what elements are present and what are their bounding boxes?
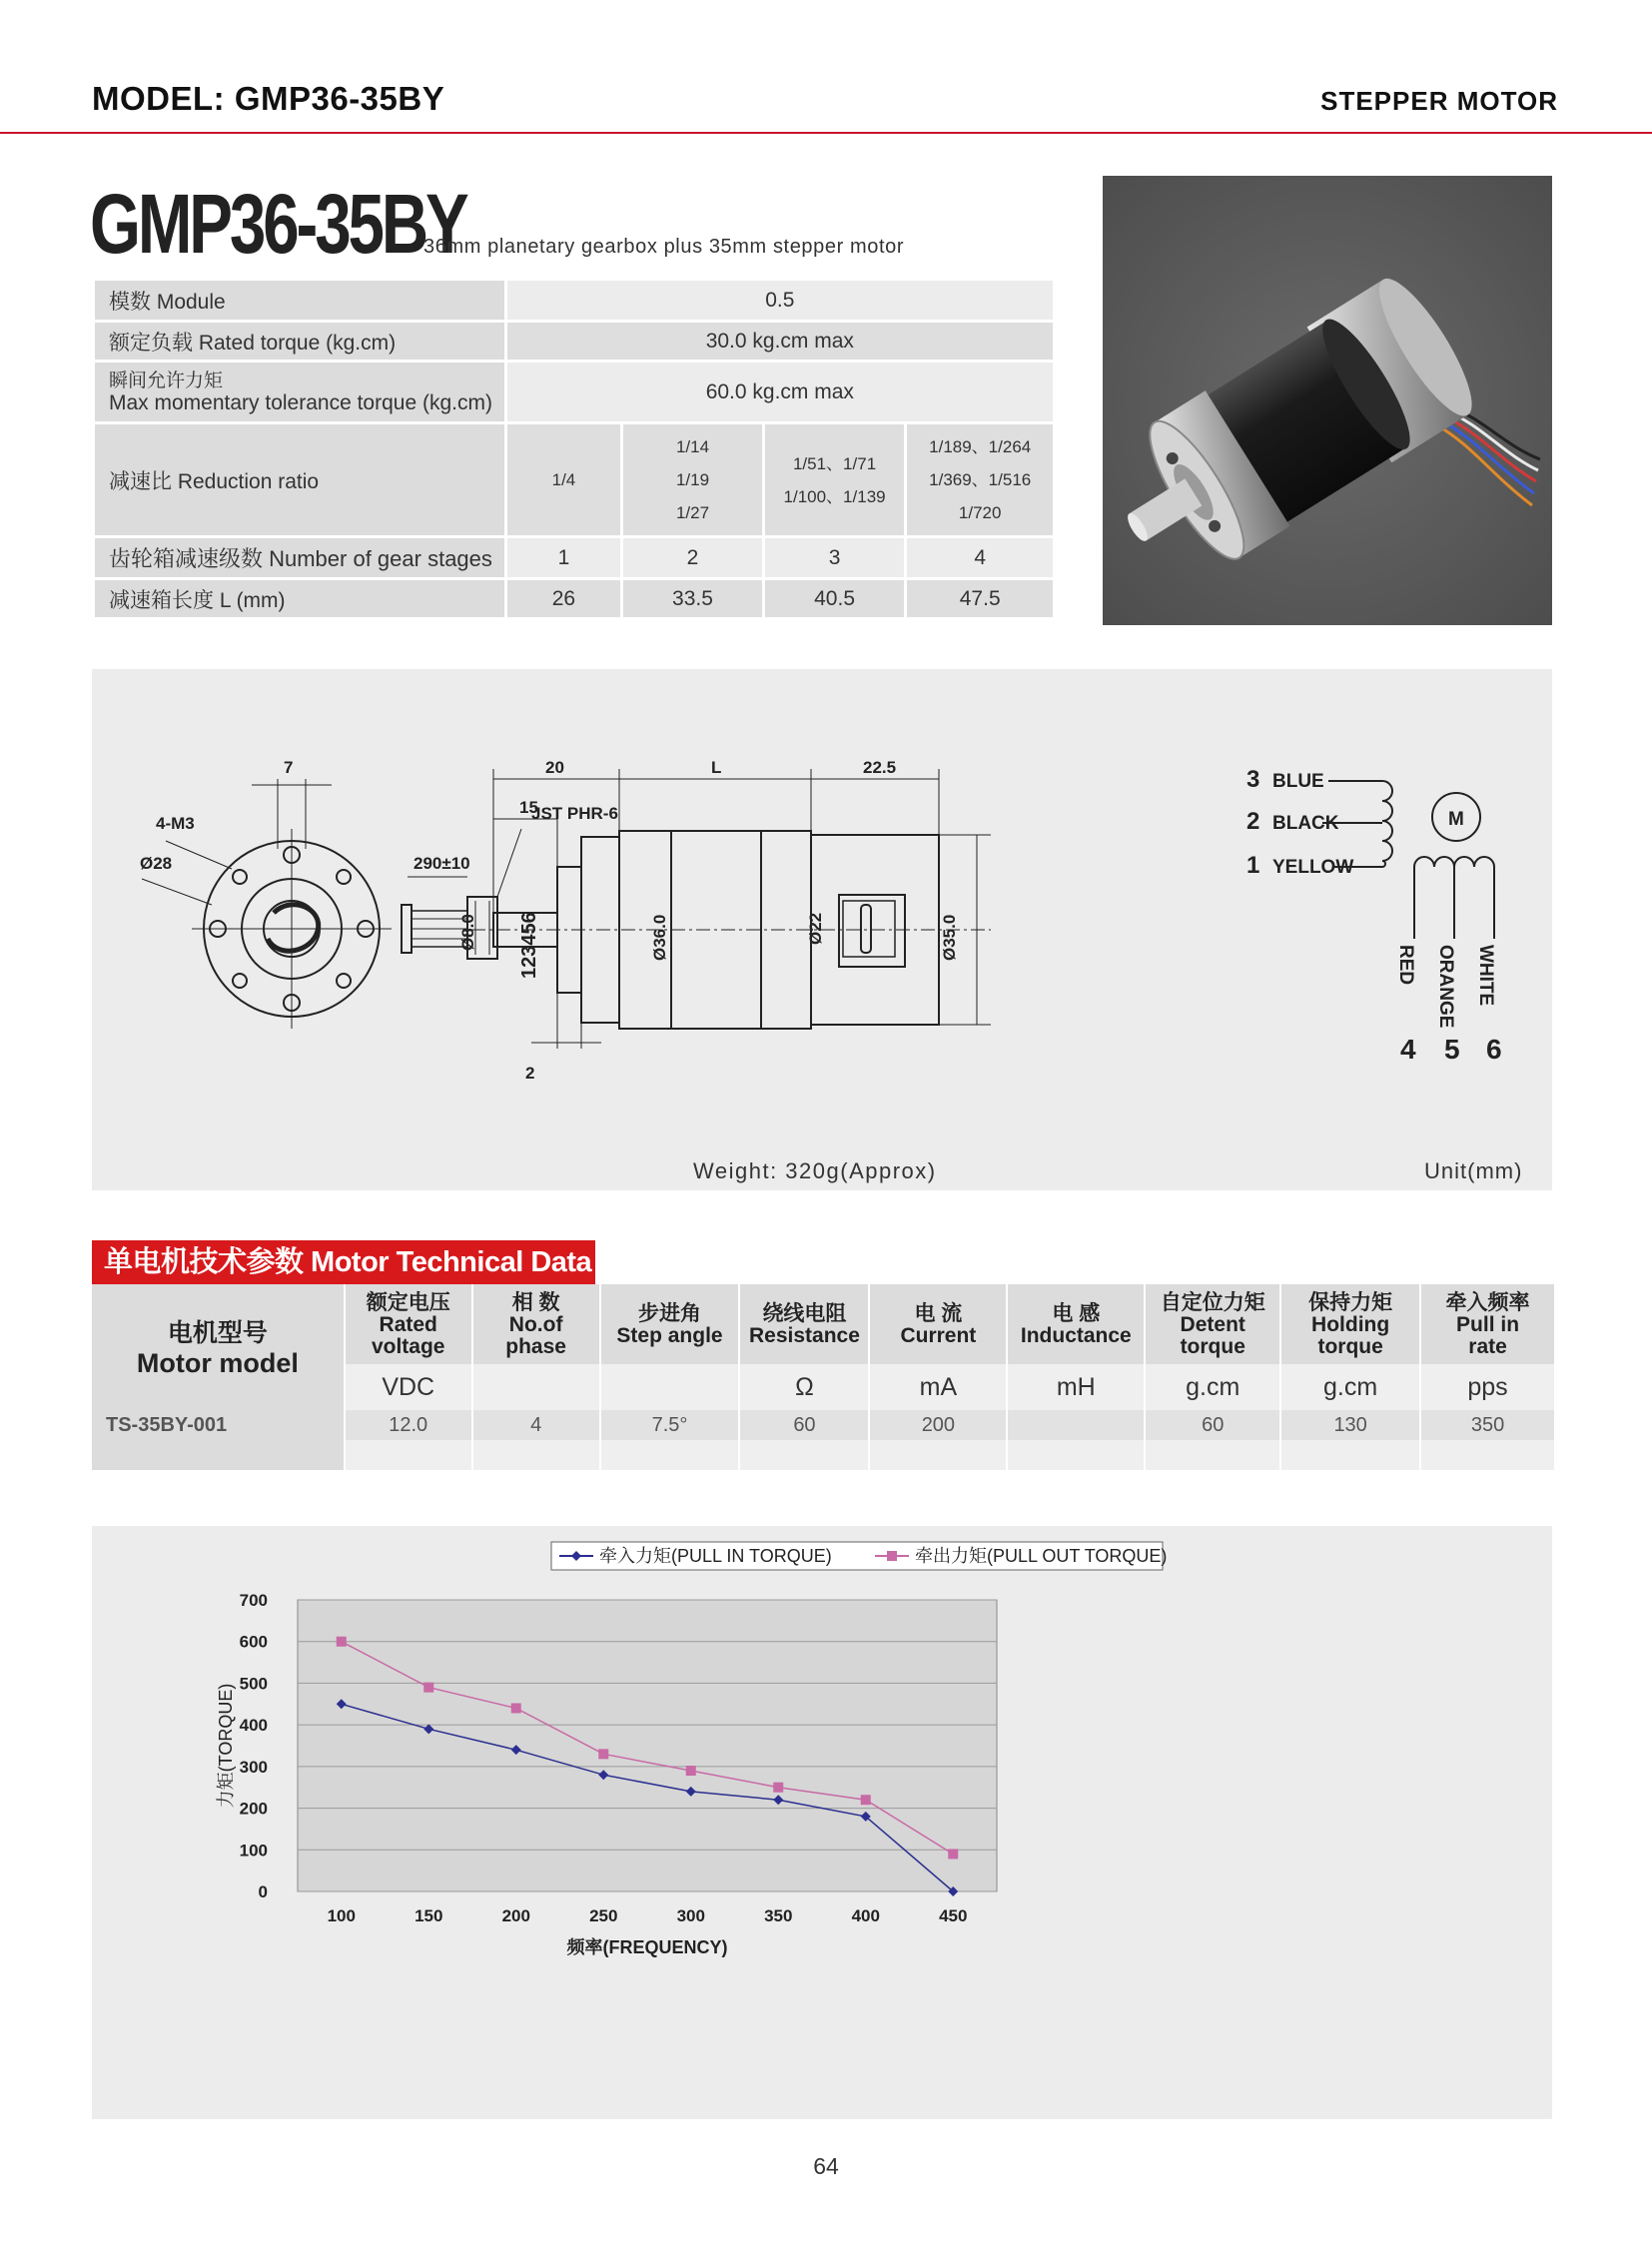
header-line: 相 数 xyxy=(511,1291,560,1314)
header-line: Detent xyxy=(1180,1313,1245,1336)
header-rated-voltage xyxy=(345,1284,472,1364)
product-title: GMP36-35BY xyxy=(90,177,466,271)
data-cell: 7.5° xyxy=(600,1410,740,1440)
module-label: 模数 Module xyxy=(94,280,506,322)
ratio-value: 1/14 xyxy=(675,437,710,456)
x-tick-label: 150 xyxy=(414,1906,443,1925)
header-holding-torque xyxy=(1280,1284,1420,1364)
table-row xyxy=(92,1410,1554,1440)
header-line: Inductance xyxy=(1020,1324,1132,1347)
dim-7-label: 7 xyxy=(284,758,294,777)
ratio-value: 1/19 xyxy=(675,470,710,489)
header-pull-in-rate xyxy=(1420,1284,1554,1364)
header-line: Rated xyxy=(379,1313,437,1336)
header-line: torque xyxy=(1317,1335,1383,1358)
legend-marker xyxy=(887,1551,897,1561)
wire-num-2: 2 xyxy=(1246,808,1260,835)
header-line: 步进角 xyxy=(638,1302,702,1325)
ratio-value: 1/51、1/71 xyxy=(792,453,877,473)
unit-cell: pps xyxy=(1420,1364,1554,1410)
header-model: MODEL: GMP36-35BY xyxy=(92,80,445,117)
y-tick-label: 600 xyxy=(239,1632,268,1652)
module-value: 0.5 xyxy=(505,280,1054,322)
y-tick-label: 400 xyxy=(239,1716,268,1736)
x-tick-label: 200 xyxy=(501,1906,530,1925)
length-value: 26 xyxy=(505,579,622,619)
table-row-empty xyxy=(92,1440,1554,1470)
data-cell: 130 xyxy=(1280,1410,1420,1440)
data-point xyxy=(773,1783,783,1793)
header-line: Pull in xyxy=(1456,1313,1520,1336)
dia28-label: Ø28 xyxy=(140,854,173,873)
unit-cell xyxy=(600,1364,740,1410)
plot-area xyxy=(298,1600,997,1891)
header-line: 自定位力矩 xyxy=(1160,1291,1265,1314)
length-value: 40.5 xyxy=(763,579,906,619)
weight-note: Weight: 320g(Approx) xyxy=(693,1158,937,1183)
unit-note: Unit(mm) xyxy=(1424,1158,1523,1183)
header-line: No.of xyxy=(508,1313,563,1336)
max-torque-label xyxy=(94,362,506,423)
unit-cell: g.cm xyxy=(1145,1364,1280,1410)
rated-torque-value: 30.0 kg.cm max xyxy=(505,322,1054,362)
length-value: 47.5 xyxy=(906,579,1055,619)
legend-label: 牵出力矩(PULL OUT TORQUE) xyxy=(915,1546,1168,1566)
data-point xyxy=(948,1849,958,1859)
header-line: torque xyxy=(1180,1335,1245,1358)
ratio-value: 1/100、1/139 xyxy=(783,486,886,506)
wire-num-1: 1 xyxy=(1246,852,1260,879)
motor-dia-label: Ø35.0 xyxy=(940,914,959,961)
wire-num-3: 3 xyxy=(1246,766,1260,793)
data-cell: 4 xyxy=(472,1410,600,1440)
motor-illustration xyxy=(1103,176,1552,625)
stages-value: 4 xyxy=(906,537,1055,579)
wire-orange: ORANGE xyxy=(1435,945,1456,1029)
header-inductance xyxy=(1007,1284,1145,1364)
y-tick-label: 100 xyxy=(239,1841,268,1861)
header-line: 电 感 xyxy=(1052,1302,1101,1325)
dim-L-label: L xyxy=(711,758,722,777)
header-line: Current xyxy=(900,1324,977,1347)
pin-numbers: 123456 xyxy=(518,912,540,979)
max-torque-label-cn: 瞬间允许力矩 xyxy=(109,370,224,391)
unit-cell: VDC xyxy=(345,1364,472,1410)
ratio-cell-3 xyxy=(763,423,906,537)
wire-num-4: 4 xyxy=(1400,1034,1416,1065)
header-line: rate xyxy=(1468,1335,1507,1358)
torque-chart-panel xyxy=(92,1526,1552,2119)
pilot-dia-label: Ø22 xyxy=(806,912,825,945)
wire-black: BLACK xyxy=(1272,813,1339,834)
x-tick-label: 100 xyxy=(327,1906,356,1925)
x-tick-label: 350 xyxy=(764,1906,793,1925)
header-line: Resistance xyxy=(748,1324,860,1347)
ratio-cell-4 xyxy=(906,423,1055,537)
ratio-label: 减速比 Reduction ratio xyxy=(94,423,506,537)
data-point xyxy=(337,1637,347,1647)
header-resistance xyxy=(739,1284,869,1364)
dim-20-label: 20 xyxy=(545,758,564,777)
header-line: Step angle xyxy=(616,1324,723,1347)
wire-white: WHITE xyxy=(1475,945,1496,1007)
y-tick-label: 0 xyxy=(258,1882,268,1901)
y-tick-label: 300 xyxy=(239,1757,268,1777)
motor-model-cell: TS-35BY-001 xyxy=(92,1410,345,1440)
y-tick-label: 200 xyxy=(239,1799,268,1819)
data-point xyxy=(686,1766,696,1776)
motor-data-tab: 单电机技术参数 Motor Technical Data xyxy=(92,1240,595,1284)
holes-label: 4-M3 xyxy=(156,814,195,833)
gear-dia-label: Ø36.0 xyxy=(650,914,669,961)
length-value: 33.5 xyxy=(622,579,764,619)
data-point xyxy=(598,1749,608,1759)
header-line: voltage xyxy=(371,1335,445,1358)
wire-num-5: 5 xyxy=(1444,1034,1460,1065)
data-point xyxy=(423,1683,433,1693)
unit-cell: g.cm xyxy=(1280,1364,1420,1410)
max-torque-label-en: Max momentary tolerance torque (kg.cm) xyxy=(109,390,492,414)
front-view xyxy=(142,779,521,1029)
wire-red: RED xyxy=(1395,945,1416,986)
header-line: 额定电压 xyxy=(366,1291,450,1314)
unit-cell: mH xyxy=(1007,1364,1145,1410)
header-line: 电机型号 xyxy=(167,1319,268,1347)
page-number: 64 xyxy=(813,2153,839,2179)
header-category: STEPPER MOTOR xyxy=(1320,86,1558,116)
wire-num-6: 6 xyxy=(1486,1034,1502,1065)
ratio-cell-1 xyxy=(505,423,622,537)
wire-blue: BLUE xyxy=(1272,771,1324,792)
max-torque-value: 60.0 kg.cm max xyxy=(505,362,1054,423)
motor-symbol: M xyxy=(1448,809,1464,830)
header-detent-torque xyxy=(1145,1284,1280,1364)
data-cell: 200 xyxy=(869,1410,1007,1440)
stages-label: 齿轮箱减速级数 Number of gear stages xyxy=(94,537,506,579)
product-subtitle: 36mm planetary gearbox plus 35mm stepper motor xyxy=(423,236,905,258)
dimension-drawing xyxy=(92,669,1552,1190)
x-tick-label: 450 xyxy=(939,1906,968,1925)
stages-value: 1 xyxy=(505,537,622,579)
x-axis-label: 频率(FREQUENCY) xyxy=(566,1937,728,1957)
ratio-value: 1/189、1/264 xyxy=(929,437,1032,456)
header-divider xyxy=(0,132,1652,134)
unit-cell xyxy=(472,1364,600,1410)
stages-value: 2 xyxy=(622,537,764,579)
x-tick-label: 400 xyxy=(851,1906,880,1925)
y-tick-label: 500 xyxy=(239,1674,268,1694)
data-cell: 60 xyxy=(739,1410,869,1440)
data-cell xyxy=(1007,1410,1145,1440)
ratio-value: 1/4 xyxy=(551,470,576,489)
header-line: phase xyxy=(505,1335,566,1358)
stages-value: 3 xyxy=(763,537,906,579)
header-line: 绕线电阻 xyxy=(762,1302,847,1325)
data-cell: 60 xyxy=(1145,1410,1280,1440)
data-point xyxy=(511,1703,521,1713)
header-current xyxy=(869,1284,1007,1364)
header-line: 保持力矩 xyxy=(1308,1291,1393,1314)
y-tick-label: 700 xyxy=(239,1591,268,1610)
y-axis-label: 力矩(TORQUE) xyxy=(216,1683,236,1809)
header-motor-model xyxy=(92,1284,345,1410)
wire-yellow: YELLOW xyxy=(1272,857,1354,878)
ratio-cell-2 xyxy=(622,423,764,537)
x-tick-label: 300 xyxy=(676,1906,705,1925)
data-point xyxy=(861,1795,871,1805)
ratio-value: 1/720 xyxy=(958,503,1002,522)
header-step-angle xyxy=(600,1284,740,1364)
header-line: 牵入频率 xyxy=(1445,1291,1530,1314)
dim-2-label: 2 xyxy=(525,1064,535,1083)
product-photo xyxy=(1103,176,1552,625)
dim-22.5-label: 22.5 xyxy=(863,758,897,777)
x-tick-label: 250 xyxy=(589,1906,618,1925)
data-cell: 350 xyxy=(1420,1410,1554,1440)
data-cell: 12.0 xyxy=(345,1410,472,1440)
header-line: Holding xyxy=(1311,1313,1390,1336)
unit-cell: Ω xyxy=(739,1364,869,1410)
unit-cell: mA xyxy=(869,1364,1007,1410)
shaft-dia-label: Ø8.0 xyxy=(458,914,477,951)
length-label: 减速箱长度 L (mm) xyxy=(94,579,506,619)
gearbox-spec-table xyxy=(92,278,1056,620)
header-line: Motor model xyxy=(136,1348,299,1378)
dimension-drawing-panel xyxy=(92,669,1552,1190)
ratio-value: 1/27 xyxy=(675,503,710,522)
torque-frequency-chart xyxy=(92,1526,1552,2119)
legend-label: 牵入力矩(PULL IN TORQUE) xyxy=(599,1546,832,1566)
dim-15-label: 15 xyxy=(519,798,538,817)
rated-torque-label: 额定负载 Rated torque (kg.cm) xyxy=(94,322,506,362)
ratio-value: 1/369、1/516 xyxy=(929,470,1032,489)
cable-length-label: 290±10 xyxy=(413,854,470,873)
connector-label: JST PHR-6 xyxy=(531,804,618,823)
header-line: 电 流 xyxy=(914,1302,963,1325)
motor-data-table xyxy=(92,1284,1554,1470)
header-phase xyxy=(472,1284,600,1364)
